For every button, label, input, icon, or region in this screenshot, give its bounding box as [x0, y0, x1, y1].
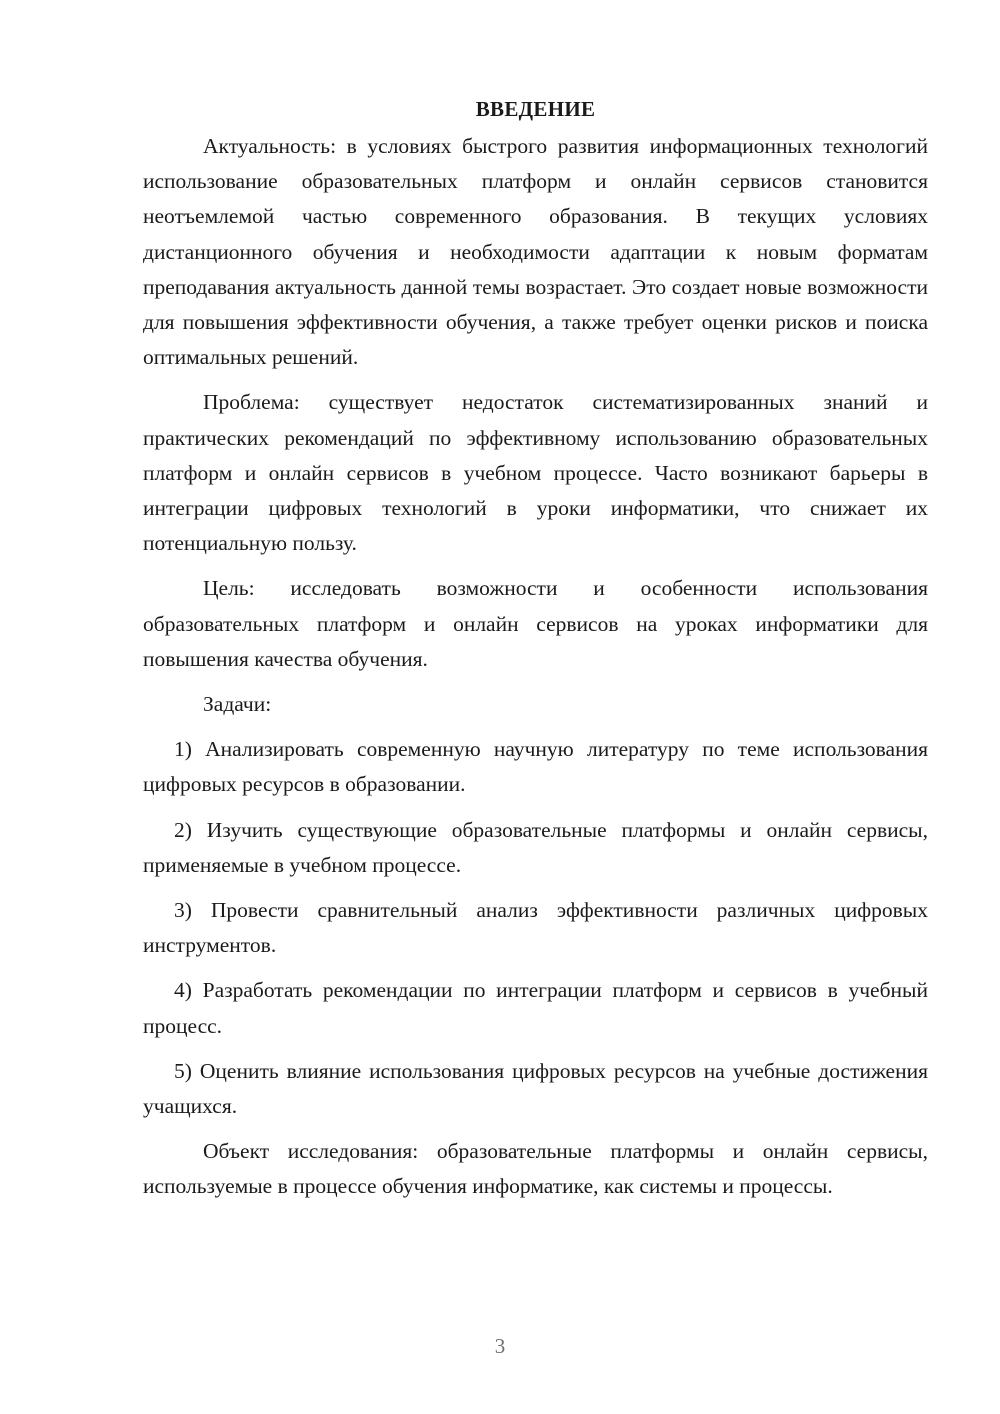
task-item-4: 4) Разработать рекомендации по интеграции платформ и сервисов в учебный процесс.: [143, 978, 928, 1038]
section-title: ВВЕДЕНИЕ: [475, 97, 596, 121]
task-item-3: 3) Провести сравнительный анализ эффективности различных цифровых инструментов.: [143, 898, 928, 958]
document-page: [143, 92, 928, 1215]
tasks-list: [143, 732, 928, 1124]
research-object-paragraph: Объект исследования: образовательные платформы и онлайн сервисы, используемые в процессе обучения информатике, как системы и процессы.: [143, 1139, 928, 1199]
task-item-5: 5) Оценить влияние использования цифровых ресурсов на учебные достижения учащихся.: [143, 1058, 928, 1119]
page-number: 3: [494, 1334, 506, 1358]
problem-paragraph: Проблема: существует недостаток систематизированных знаний и практических рекомендаций по эффективному использованию образовательных платформ и онлайн сервисов в учебном процессе. Часто возникают барьеры в интеграции цифровых технологий в уроки информатики, что снижает их потенциальную пользу.: [143, 390, 928, 556]
task-item-1: 1) Анализировать современную научную литературу по теме использования цифровых ресурсов в образовании.: [143, 737, 928, 797]
task-item-2: 2) Изучить существующие образовательные платформы и онлайн сервисы, применяемые в учебном процессе.: [143, 817, 928, 877]
relevance-paragraph: Актуальность: в условиях быстрого развития информационных технологий использование образовательных платформ и онлайн сервисов становится неотъемлемой частью современного образования. В текущих условиях дистанционного обучения и необходимости адаптации к новым форматам преподавания актуальность данной темы возрастает. Это создает новые возможности для повышения эффективности обучения, а также требует оценки рисков и поиска оптимальных решений.: [143, 134, 928, 370]
tasks-heading: Задачи:: [203, 692, 272, 717]
goal-paragraph: Цель: исследовать возможности и особенности использования образовательных платформ и онлайн сервисов на уроках информатики для повышения качества обучения.: [143, 576, 928, 671]
